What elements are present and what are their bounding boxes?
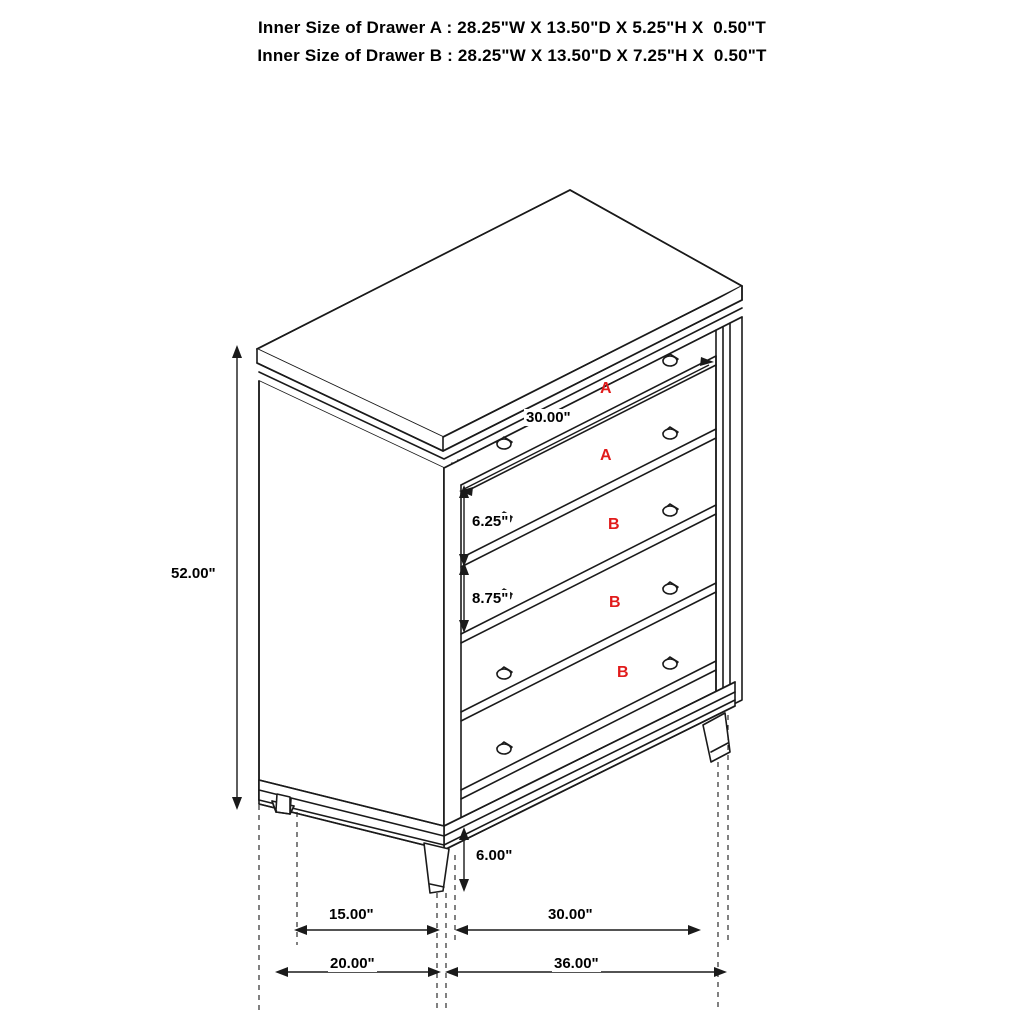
drawer-a-inner-size-text: Inner Size of Drawer A : 28.25"W X 13.50"D X 5.25"H X 0.50"T — [257, 18, 767, 37]
dim-line-total-height — [232, 345, 242, 810]
label-drawer-b-height: 8.75" — [472, 590, 509, 607]
drawer-label-1: A — [600, 380, 612, 397]
chest-left-side-panel — [259, 381, 458, 845]
label-drawer-a-height: 6.25" — [472, 513, 509, 530]
label-depth-side: 15.00" — [329, 906, 374, 923]
label-drawer-width-top: 30.00" — [526, 409, 571, 426]
label-base-width: 36.00" — [554, 955, 599, 972]
label-base-depth: 20.00" — [330, 955, 375, 972]
drawer-label-4: B — [609, 594, 621, 611]
dim-line-depth-side — [294, 925, 440, 935]
dim-line-leg-height — [459, 827, 469, 892]
drawer-label-5: B — [617, 664, 629, 681]
label-front-width: 30.00" — [548, 906, 593, 923]
drawer-label-2: A — [600, 447, 612, 464]
drawer-label-3: B — [608, 516, 620, 533]
label-total-height: 52.00" — [171, 565, 216, 582]
dim-line-front-width — [455, 925, 701, 935]
drawer-b-inner-size-text: Inner Size of Drawer B : 28.25"W X 13.50"D X 7.25"H X 0.50"T — [257, 46, 767, 65]
label-leg-height: 6.00" — [476, 847, 513, 864]
